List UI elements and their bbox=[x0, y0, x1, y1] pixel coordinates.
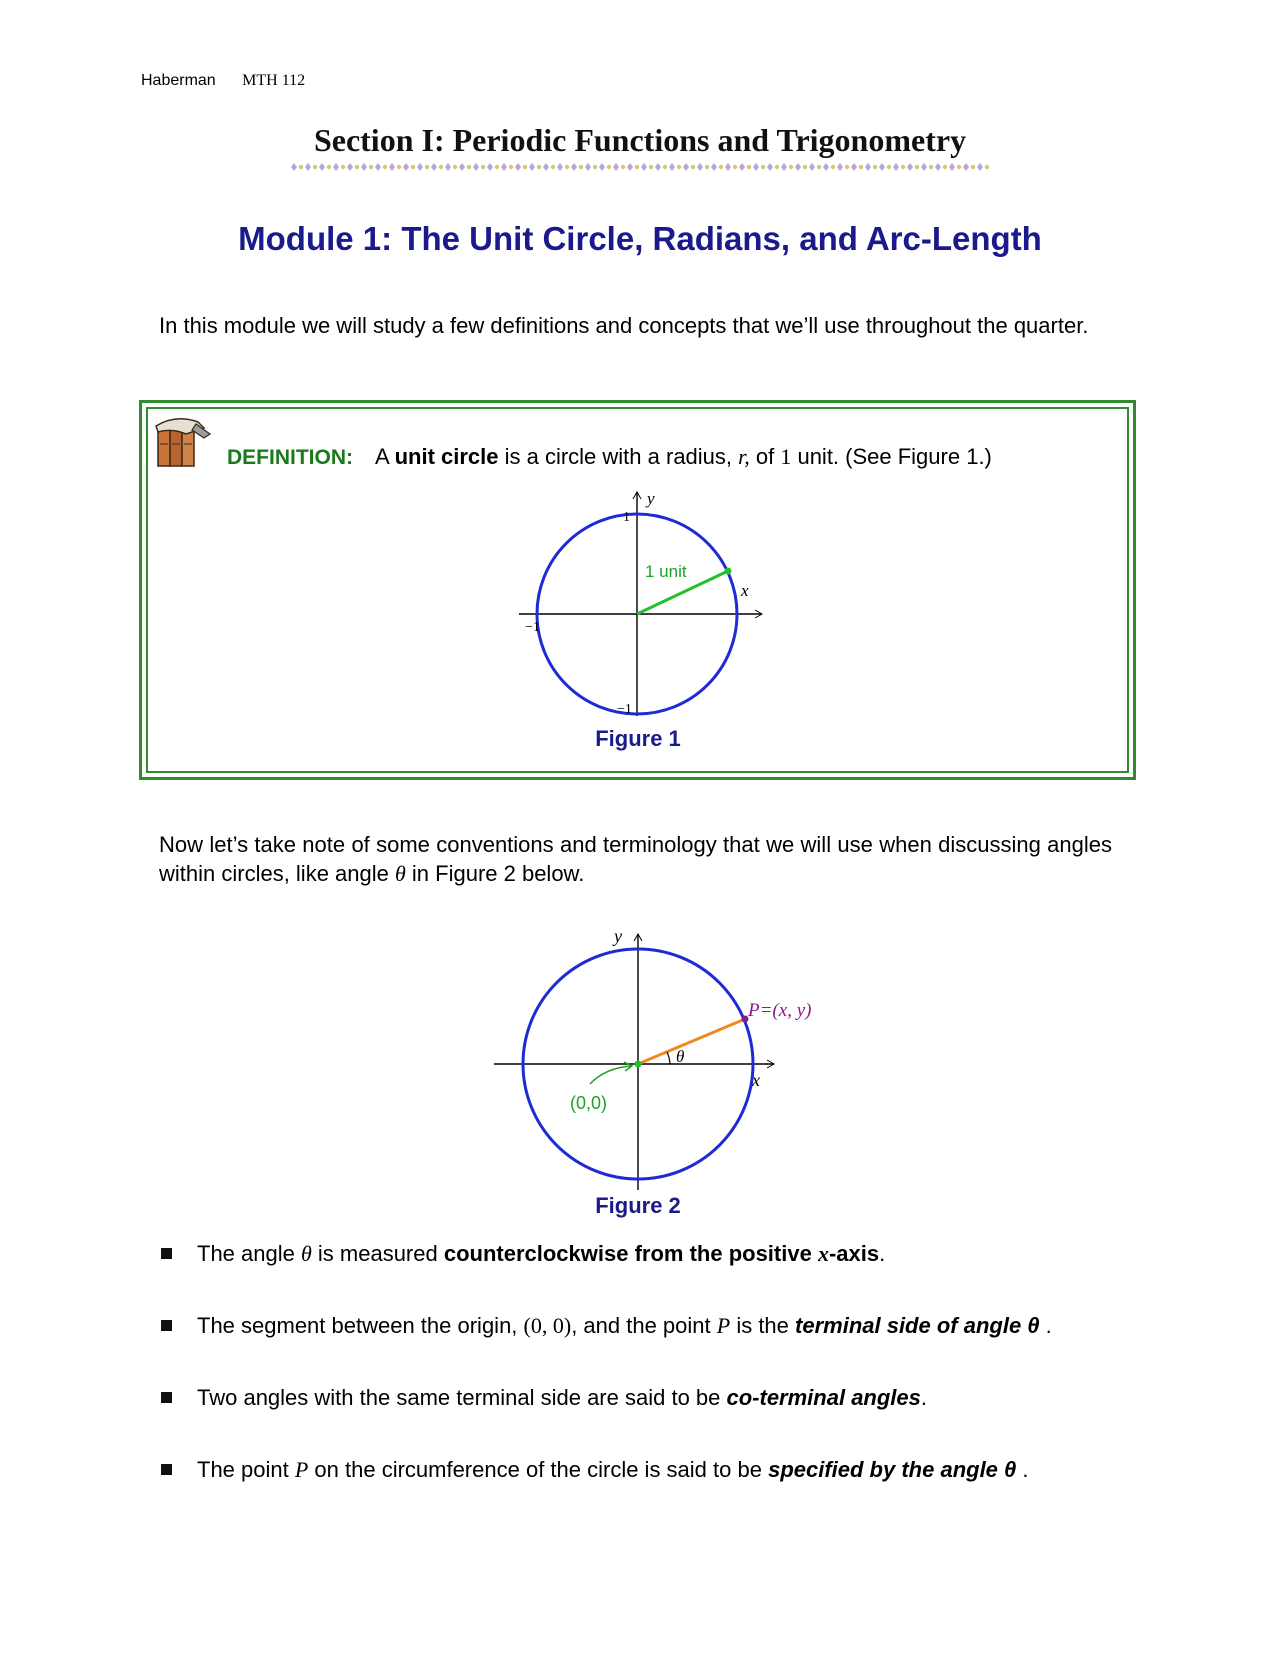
definition-line bbox=[227, 444, 992, 470]
figure-2-caption: Figure 2 bbox=[595, 1193, 681, 1218]
radius-variable: r, bbox=[738, 444, 750, 469]
bullet-icon bbox=[161, 1464, 172, 1475]
list-item: The segment between the origin, (0, 0), and the point P is the terminal side of angle θ . bbox=[159, 1312, 1119, 1384]
header-author: Haberman bbox=[141, 72, 216, 89]
circle-point bbox=[725, 568, 732, 575]
definition-text: is a circle with a radius, bbox=[498, 444, 739, 469]
fig2-y-label: y bbox=[614, 926, 622, 946]
terminal-side bbox=[638, 1019, 745, 1064]
decorative-divider bbox=[290, 162, 990, 172]
definition-label: DEFINITION: bbox=[227, 446, 353, 469]
fig2-x-label: x bbox=[752, 1070, 760, 1090]
para2-text: in Figure 2 below. bbox=[405, 861, 585, 886]
fig2-theta-label: θ bbox=[676, 1047, 685, 1066]
books-icon bbox=[152, 414, 216, 472]
list-item: The angle θ is measured counterclockwise from the positive x-axis. bbox=[159, 1240, 1119, 1312]
list-item: The point P on the circumference of the circle is said to be specified by the angle θ . bbox=[159, 1456, 1119, 1528]
para2-text: Now let’s take note of some conventions and terminology that we will use when discussing angles within circles, like angle bbox=[159, 832, 1112, 886]
origin-label: (0,0) bbox=[570, 1093, 608, 1113]
origin-arrow bbox=[590, 1066, 631, 1084]
bullet-icon bbox=[161, 1392, 172, 1403]
figure-1-caption: Figure 1 bbox=[595, 726, 681, 751]
fig1-tick-left: −1 bbox=[525, 620, 540, 635]
module-title: Module 1: The Unit Circle, Radians, and Arc-Length bbox=[238, 220, 1042, 257]
section-title: Section I: Periodic Functions and Trigonometry bbox=[313, 122, 967, 158]
fig1-y-label: y bbox=[647, 489, 655, 508]
terminology-list bbox=[159, 1240, 1119, 1528]
intro-paragraph: In this module we will study a few definitions and concepts that we’ll use throughout the quarter. bbox=[159, 313, 1089, 338]
angle-arc bbox=[667, 1052, 670, 1064]
bullet-icon bbox=[161, 1248, 172, 1259]
origin-point bbox=[635, 1061, 642, 1068]
unit-circle-figure-1 bbox=[515, 488, 765, 720]
header-course: MTH 112 bbox=[242, 72, 306, 89]
fig1-radius-label: 1 unit bbox=[645, 562, 687, 581]
list-item: Two angles with the same terminal side are said to be co-terminal angles. bbox=[159, 1384, 1119, 1456]
page-header bbox=[141, 72, 305, 90]
point-p-label: P=(x, y) bbox=[748, 1000, 812, 1021]
bullet-icon bbox=[161, 1320, 172, 1331]
definition-text: of bbox=[749, 444, 781, 469]
definition-text: unit. (See Figure 1.) bbox=[791, 444, 992, 469]
definition-text: A bbox=[375, 444, 395, 469]
definition-one: 1 bbox=[780, 444, 792, 469]
definition-term: unit circle bbox=[394, 444, 499, 469]
fig1-tick-top: 1 bbox=[623, 510, 630, 525]
theta-symbol: θ bbox=[394, 861, 406, 886]
conventions-paragraph bbox=[159, 830, 1112, 888]
fig1-x-label: x bbox=[741, 581, 749, 600]
unit-circle-figure-2 bbox=[490, 916, 818, 1194]
fig1-tick-bottom: −1 bbox=[617, 702, 632, 717]
